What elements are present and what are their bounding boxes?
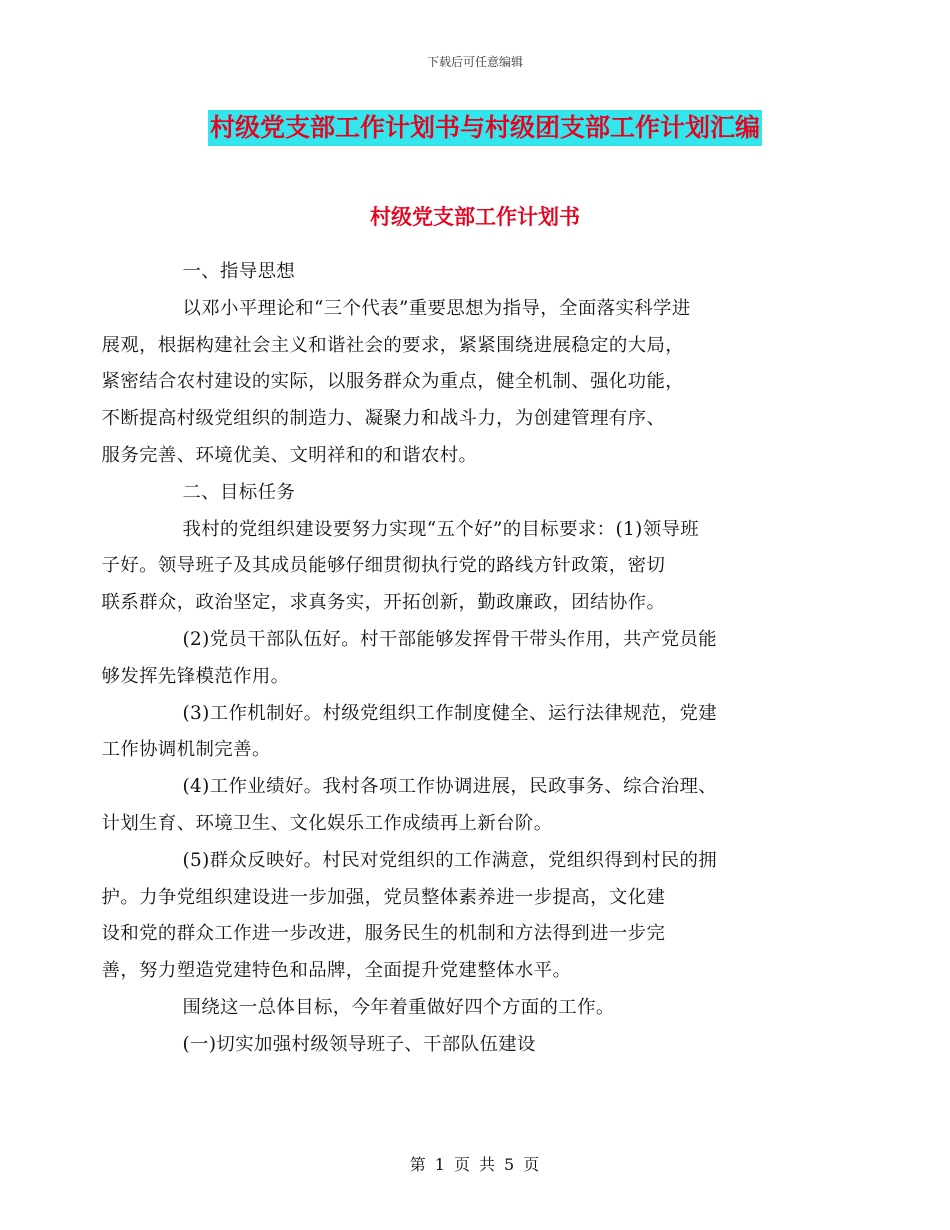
paragraph bbox=[142, 254, 808, 291]
paragraph-line: (一)切实加强村级领导班子、干部队伍建设 bbox=[182, 1033, 536, 1055]
paragraph-line: (2)党员干部队伍好。村干部能够发挥骨干带头作用，共产党员能 bbox=[182, 628, 718, 650]
paragraph-line: 计划生育、环境卫生、文化娱乐工作成绩再上新台阶。 bbox=[101, 812, 553, 834]
footer-middle: 页 bbox=[453, 1155, 471, 1174]
paragraph-line: 二、目标任务 bbox=[182, 481, 296, 503]
footer-suffix: 页 bbox=[523, 1155, 541, 1174]
paragraph bbox=[101, 769, 808, 843]
main-title: 村级党支部工作计划书与村级团支部工作计划汇编 bbox=[208, 110, 762, 146]
paragraph bbox=[142, 990, 808, 1027]
paragraph-line: 紧密结合农村建设的实际，以服务群众为重点，健全机制、强化功能， bbox=[101, 371, 685, 393]
paragraph bbox=[142, 475, 808, 512]
main-title-wrap bbox=[208, 110, 790, 146]
paragraph-line: 以邓小平理论和“三个代表”重要思想为指导，全面落实科学进 bbox=[182, 297, 691, 319]
footer-total-pages: 5 bbox=[504, 1155, 516, 1174]
paragraph-line: (3)工作机制好。村级党组织工作制度健全、运行法律规范，党建 bbox=[182, 702, 718, 724]
paragraph-line: 服务完善、环境优美、文明祥和的和谐农村。 bbox=[101, 444, 478, 466]
paragraph-line: 护。力争党组织建设进一步加强，党员整体素养进一步提高，文化建 bbox=[101, 886, 666, 908]
paragraph-line: 联系群众，政治坚定，求真务实，开拓创新，勤政廉政，团结协作。 bbox=[101, 592, 666, 614]
paragraph-line: 围绕这一总体目标，今年着重做好四个方面的工作。 bbox=[182, 996, 615, 1018]
sub-title: 村级党支部工作计划书 bbox=[370, 204, 580, 229]
paragraph-line: (5)群众反映好。村民对党组织的工作满意，党组织得到村民的拥 bbox=[182, 849, 718, 871]
paragraph-line: 不断提高村级党组织的制造力、凝聚力和战斗力，为创建管理有序、 bbox=[101, 408, 666, 430]
paragraph bbox=[101, 291, 808, 475]
paragraph-line: (4)工作业绩好。我村各项工作协调进展，民政事务、综合治理、 bbox=[182, 776, 718, 798]
paragraph bbox=[101, 696, 808, 770]
paragraph bbox=[101, 512, 808, 622]
paragraph-line: 工作协调机制完善。 bbox=[101, 739, 271, 761]
document-body bbox=[101, 218, 808, 1064]
paragraph bbox=[101, 622, 808, 696]
paragraph-line: 展观，根据构建社会主义和谐社会的要求，紧紧围绕进展稳定的大局， bbox=[101, 334, 685, 356]
header-note: 下载后可任意编辑 bbox=[426, 55, 523, 69]
paragraph-line: 设和党的群众工作进一步改进，服务民生的机制和方法得到进一步完 bbox=[101, 923, 666, 945]
page-footer bbox=[0, 1152, 950, 1175]
footer-prefix: 第 bbox=[409, 1155, 427, 1174]
paragraph bbox=[142, 1027, 808, 1064]
paragraph-line: 我村的党组织建设要努力实现“五个好”的目标要求：(1)领导班 bbox=[182, 518, 700, 540]
paragraph-line: 够发挥先锋模范作用。 bbox=[101, 665, 290, 687]
paragraph-line: 子好。领导班子及其成员能够仔细贯彻执行党的路线方针政策，密切 bbox=[101, 555, 666, 577]
paragraph bbox=[101, 843, 808, 990]
paragraph-line: 一、指导思想 bbox=[182, 261, 296, 282]
paragraph-line: 善，努力塑造党建特色和品牌，全面提升党建整体水平。 bbox=[101, 960, 572, 982]
footer-page-number: 1 bbox=[434, 1155, 446, 1174]
footer-total-prefix: 共 bbox=[479, 1155, 497, 1174]
